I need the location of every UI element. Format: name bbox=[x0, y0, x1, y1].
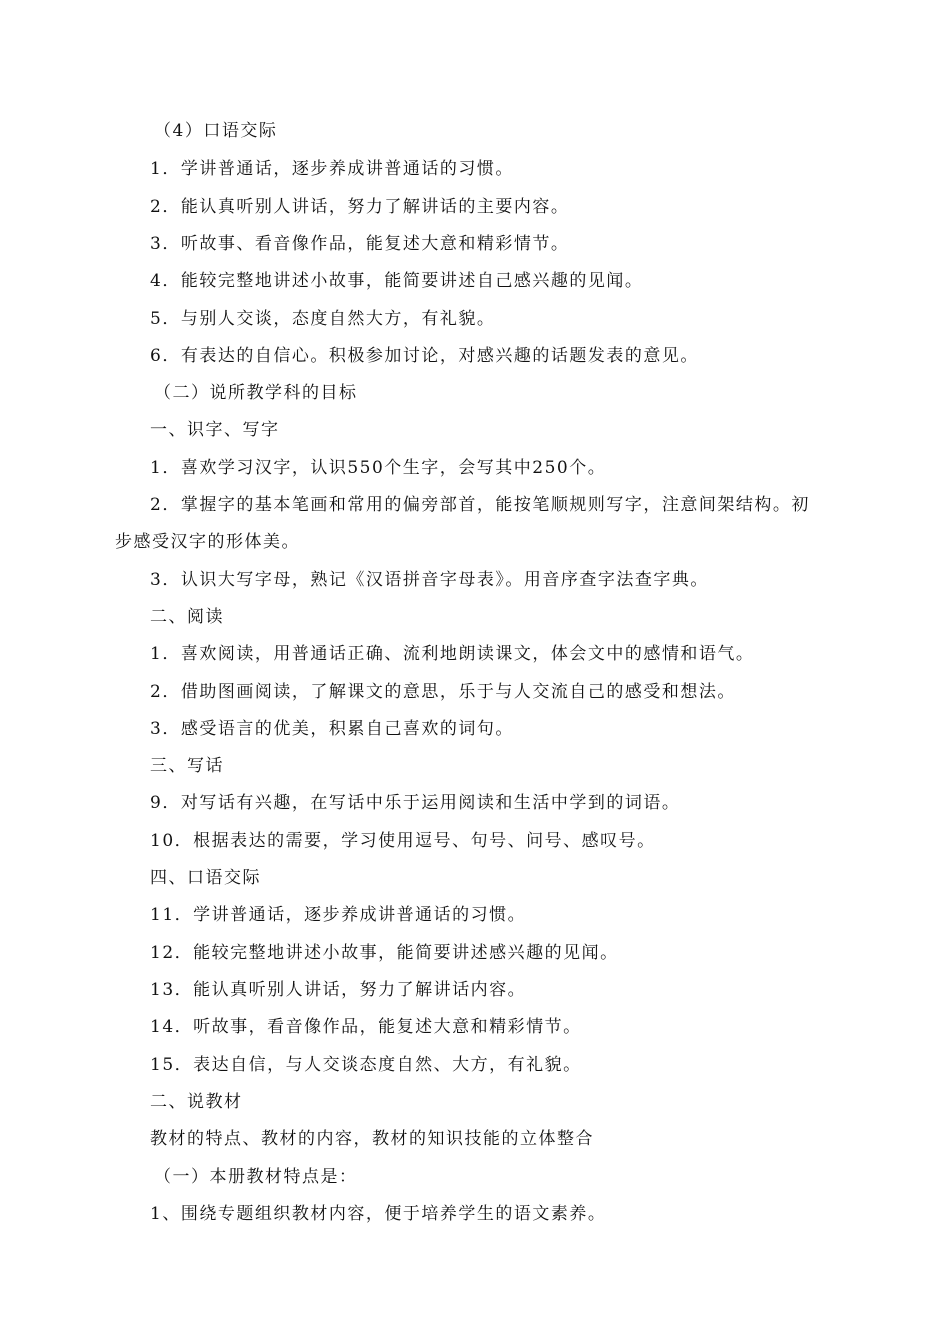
list-item: 1、围绕专题组织教材内容，便于培养学生的语文素养。 bbox=[150, 1204, 607, 1224]
list-item: 4．能较完整地讲述小故事，能简要讲述自己感兴趣的见闻。 bbox=[150, 271, 644, 291]
list-item: 1．喜欢学习汉字，认识550个生字，会写其中250个。 bbox=[150, 458, 607, 478]
subsection-heading: 一、识字、写字 bbox=[150, 420, 280, 440]
list-item: 6．有表达的自信心。积极参加讨论，对感兴趣的话题发表的意见。 bbox=[150, 346, 699, 366]
list-item: 14．听故事，看音像作品，能复述大意和精彩情节。 bbox=[150, 1017, 582, 1037]
list-item-continuation: 步感受汉字的形体美。 bbox=[115, 532, 300, 552]
list-item: 2．掌握字的基本笔画和常用的偏旁部首，能按笔顺规则写字，注意间架结构。初 bbox=[150, 495, 810, 515]
list-item: 2．借助图画阅读，了解课文的意思，乐于与人交流自己的感受和想法。 bbox=[150, 682, 736, 702]
list-item: 12．能较完整地讲述小故事，能简要讲述感兴趣的见闻。 bbox=[150, 943, 619, 963]
list-item: 3．感受语言的优美，积累自己喜欢的词句。 bbox=[150, 719, 514, 739]
list-item: 1．学讲普通话，逐步养成讲普通话的习惯。 bbox=[150, 159, 514, 179]
subsection-heading: 三、写话 bbox=[150, 756, 224, 776]
section-heading: 二、说教材 bbox=[150, 1092, 243, 1112]
list-item: 3．听故事、看音像作品，能复述大意和精彩情节。 bbox=[150, 234, 570, 254]
list-item: 5．与别人交谈，态度自然大方，有礼貌。 bbox=[150, 309, 496, 329]
list-item: 1．喜欢阅读，用普通话正确、流利地朗读课文，体会文中的感情和语气。 bbox=[150, 644, 755, 664]
list-item: 2．能认真听别人讲话，努力了解讲话的主要内容。 bbox=[150, 197, 570, 217]
list-item: 3．认识大写字母，熟记《汉语拼音字母表》。用音序查字法查字典。 bbox=[150, 570, 709, 590]
paragraph: 教材的特点、教材的内容，教材的知识技能的立体整合 bbox=[150, 1129, 594, 1149]
list-item: 10．根据表达的需要，学习使用逗号、句号、问号、感叹号。 bbox=[150, 831, 656, 851]
heading-oral-communication: （4）口语交际 bbox=[154, 121, 278, 141]
subsection-heading: 四、口语交际 bbox=[150, 868, 261, 888]
subsection-heading: 二、阅读 bbox=[150, 607, 224, 627]
section-heading: （二）说所教学科的目标 bbox=[154, 383, 358, 403]
list-item: 15．表达自信，与人交谈态度自然、大方，有礼貌。 bbox=[150, 1055, 582, 1075]
list-item: 9．对写话有兴趣，在写话中乐于运用阅读和生活中学到的词语。 bbox=[150, 793, 681, 813]
list-item: 13．能认真听别人讲话，努力了解讲话内容。 bbox=[150, 980, 527, 1000]
list-item: 11．学讲普通话，逐步养成讲普通话的习惯。 bbox=[150, 905, 527, 925]
subsection-heading: （一）本册教材特点是： bbox=[154, 1167, 358, 1187]
